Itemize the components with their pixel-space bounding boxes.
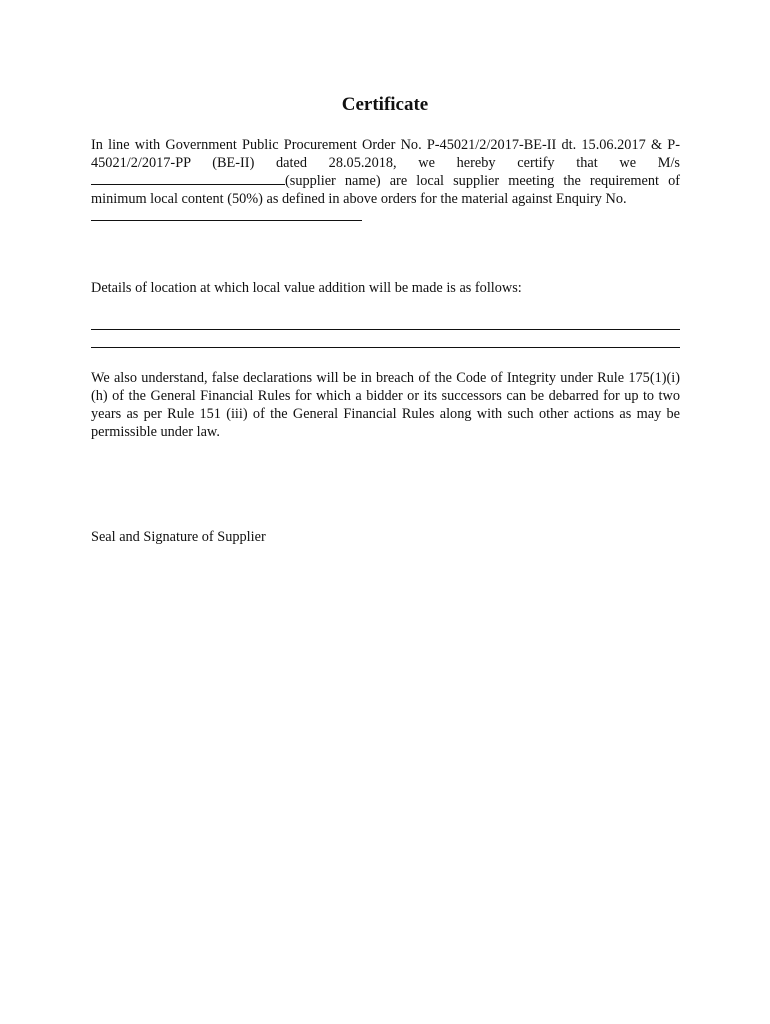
declaration-text-part2: (supplier name) are local supplier meeting the requirement of minimum local content (50%) as defined in above orders for the material against Enquiry No. [91,173,680,207]
enquiry-number-blank [91,220,362,221]
location-blank-line-2 [91,347,680,348]
supplier-name-blank [91,172,285,185]
location-intro-text: Details of location at which local value addition will be made is as follows: [91,280,522,296]
signature-label: Seal and Signature of Supplier [91,529,266,545]
declaration-text-part1: In line with Government Public Procurement Order No. P-45021/2/2017-BE-II dt. 15.06.2017 & P-45021/2/2017-PP (BE-II) dated 28.05.2018, we hereby certify that we M/s [91,137,680,171]
integrity-statement: We also understand, false declarations will be in breach of the Code of Integrity under Rule 175(1)(i)(h) of the General Financial Rules for which a bidder or its successors can be debarred for up to two years as per Rule 151 (iii) of the General Financial Rules along with such other actions as may be permissible under law. [91,370,680,440]
document-title: Certificate [341,94,429,115]
location-blank-line-1 [91,329,680,330]
declaration-paragraph [91,136,680,208]
